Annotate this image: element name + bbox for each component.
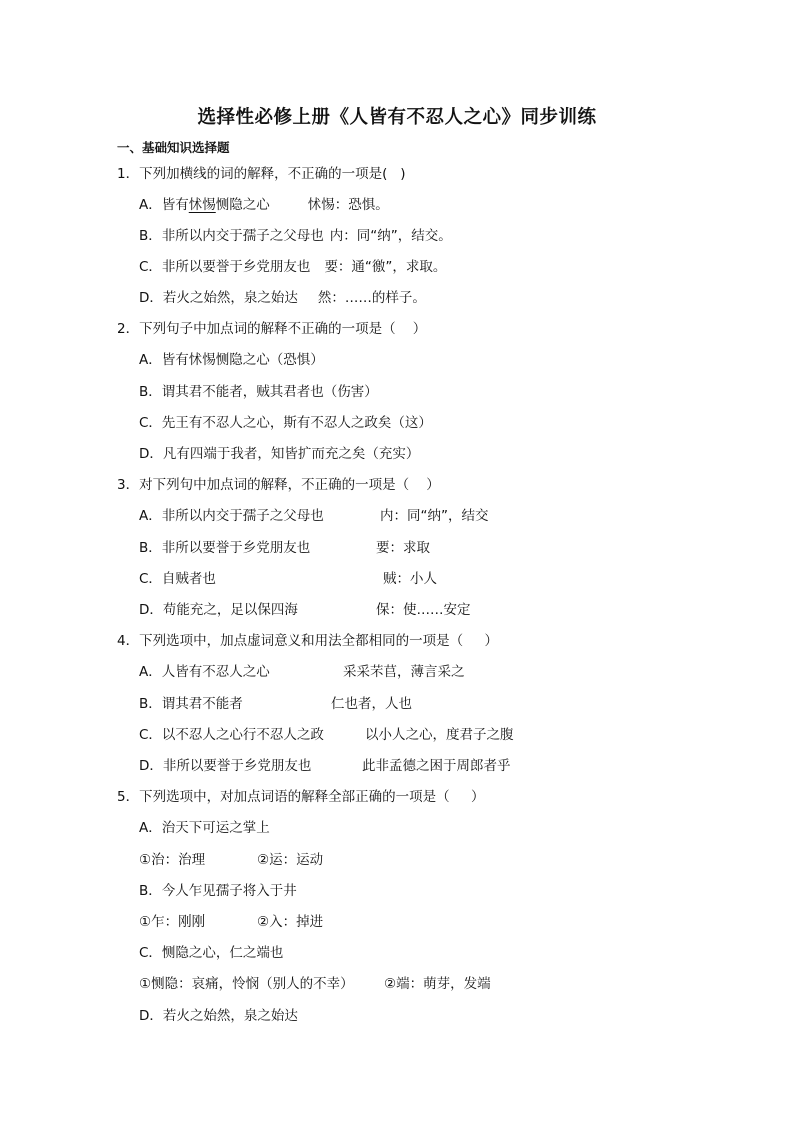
- question-2-option-b: B．谓其君不能者，贼其君者也（伤害）: [139, 384, 378, 400]
- question-1-option-b: [139, 230, 452, 244]
- option-text: D．若火之始然，泉之始达: [139, 290, 298, 306]
- question-2-option-d: D．凡有四端于我者，知皆扩而充之矣（充实）: [139, 446, 420, 462]
- question-5-option-c-notes: [139, 976, 491, 992]
- underlined-word: 怵惕: [188, 197, 216, 213]
- option-text: 恻隐之心: [215, 197, 270, 213]
- option-note: 怵惕：恐惧。: [307, 197, 389, 213]
- option-text: A．人皆有不忍人之心: [139, 664, 270, 680]
- option-note: 仁也者，人也: [331, 696, 412, 712]
- question-5-option-d: D．若火之始然，泉之始达: [139, 1008, 298, 1024]
- option-note: 内：同“纳”，结交。: [329, 228, 452, 244]
- question-1-stem: 1．下列加横线的词的解释，不正确的一项是( ): [117, 166, 406, 182]
- note-1: ①乍：刚刚: [139, 914, 206, 930]
- option-note: 内：同“纳”，结交: [380, 508, 489, 524]
- question-3-option-c: [139, 571, 437, 587]
- note-1: ①恻隐：哀痛，怜悯（别人的不幸）: [139, 976, 354, 992]
- question-4-option-b: [139, 696, 412, 712]
- option-note: 要：求取: [376, 540, 430, 556]
- question-4-option-a: [139, 664, 465, 680]
- page-title: 选择性必修上册《人皆有不忍人之心》同步训练: [197, 107, 597, 128]
- question-3-option-a: [139, 508, 489, 524]
- option-note: 保：使……安定: [376, 602, 471, 618]
- option-text: C．以不忍人之心行不忍人之政: [139, 727, 324, 743]
- note-2: ②运：运动: [257, 852, 324, 868]
- question-5-option-c: C．恻隐之心，仁之端也: [139, 945, 284, 961]
- question-3-option-d: [139, 602, 471, 618]
- option-note: 采采芣苢，薄言采之: [343, 664, 465, 680]
- option-text: B．非所以要誉于乡党朋友也: [139, 540, 311, 556]
- question-5-option-b: B．今人乍见孺子将入于井: [139, 883, 297, 899]
- note-2: ②入：掉进: [257, 914, 324, 930]
- question-2-stem: 2．下列句子中加点词的解释不正确的一项是（ ）: [117, 321, 427, 337]
- option-text: D．苟能充之，足以保四海: [139, 602, 298, 618]
- option-text: D．非所以要誉于乡党朋友也: [139, 758, 312, 774]
- question-5-option-b-notes: [139, 914, 324, 930]
- option-text: B．非所以内交于孺子之父母也: [139, 228, 324, 244]
- option-text: C．非所以要誉于乡党朋友也: [139, 259, 311, 275]
- question-4-option-d: [139, 758, 511, 774]
- question-4-option-c: [139, 727, 514, 743]
- question-4-stem: 4．下列选项中，加点虚词意义和用法全都相同的一项是（ ）: [117, 633, 499, 649]
- section-heading: 一、基础知识选择题: [117, 140, 230, 155]
- question-2-option-c: C．先王有不忍人之心，斯有不忍人之政矣（这）: [139, 415, 432, 431]
- question-5-option-a-notes: [139, 852, 324, 868]
- question-3-option-b: [139, 540, 430, 556]
- question-1-option-c: [139, 261, 446, 275]
- option-note: 要：通“徼”，求取。: [324, 259, 447, 275]
- option-note: 贼：小人: [383, 571, 437, 587]
- question-3-stem: 3．对下列句中加点词的解释，不正确的一项是（ ）: [117, 477, 440, 493]
- option-note: 然：……的样子。: [317, 290, 426, 306]
- question-1-option-d: [139, 292, 426, 306]
- question-2-option-a: A．皆有怵惕恻隐之心（恐惧）: [139, 352, 324, 368]
- question-5-option-a: A．治天下可运之掌上: [139, 820, 270, 836]
- note-1: ①治：治理: [139, 852, 206, 868]
- option-text: A．皆有: [139, 197, 189, 213]
- option-note: 此非孟德之困于周郎者乎: [362, 758, 511, 774]
- question-5-stem: 5．下列选项中，对加点词语的解释全部正确的一项是（ ）: [117, 789, 485, 805]
- question-1-option-a: [139, 199, 389, 213]
- option-text: B．谓其君不能者: [139, 696, 243, 712]
- option-text: A．非所以内交于孺子之父母也: [139, 508, 324, 524]
- option-text: C．自贼者也: [139, 571, 216, 587]
- note-2: ②端：萌芽，发端: [384, 976, 491, 992]
- option-note: 以小人之心，度君子之腹: [365, 727, 514, 743]
